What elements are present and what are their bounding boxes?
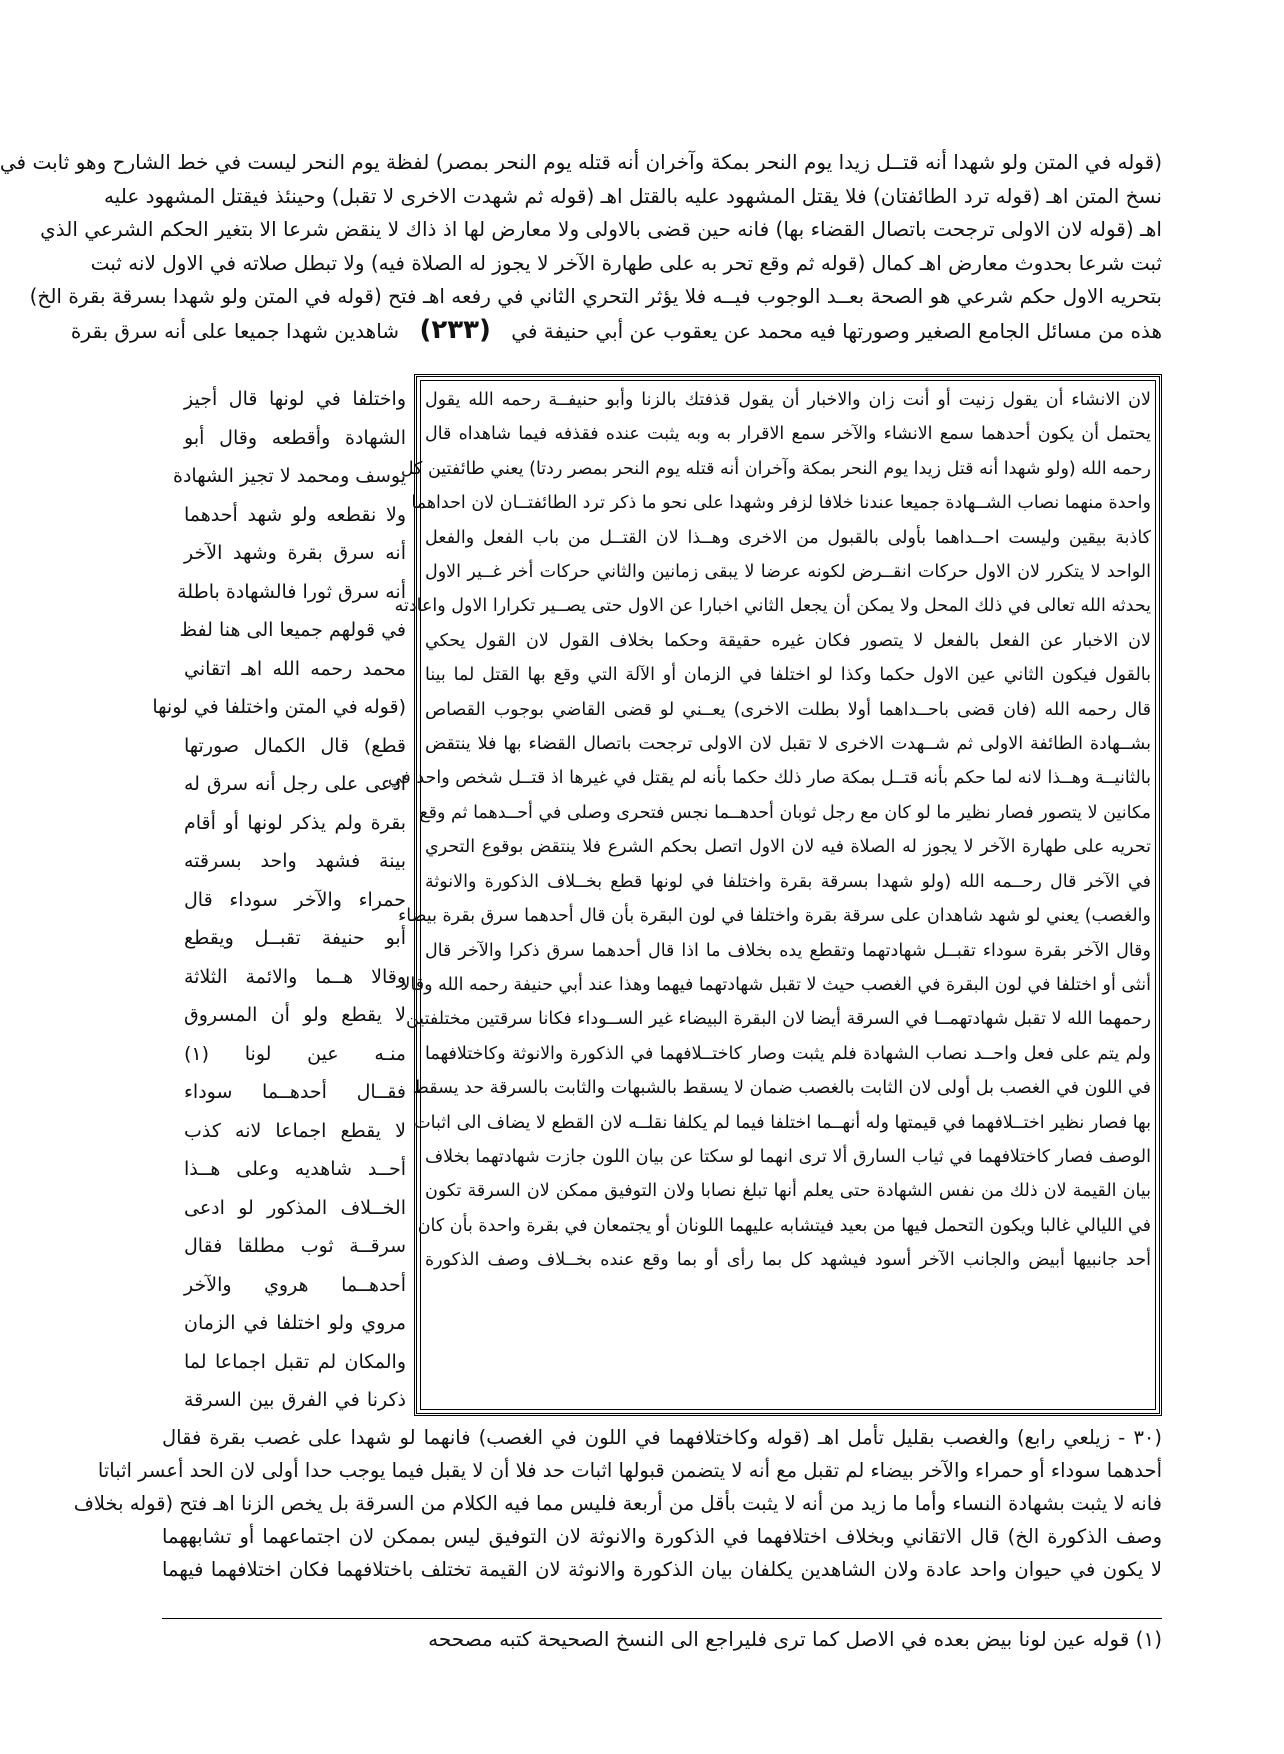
main-text-line: بشــهادة الطائفة الاولى ثم شــهدت الاخرى لا تقبل لان الاولى ترجحت باتصال القضاء بها فلا ينتقض <box>425 734 1151 755</box>
side-commentary-line: واختلفا في لونها قال أجيز <box>184 388 406 410</box>
commentary-line: ثبت شرعا بحدوث معارض اهـ كمال (قوله ثم وقع تحر به على طهارة الآخر لا يجوز له الصلاة فيه) ولا تبطل صلاته في الاول لانه ثبت <box>90 250 1162 275</box>
main-text-line: بها فصار نظير اختــلافهما في قيمتها وله أنهــما اختلفا فيما لم يكلفا نقلــه لان القطع لا يضاف الى اثبات <box>414 1112 1151 1133</box>
side-commentary-line: أنه سرق ثورا فالشهادة باطلة <box>177 580 406 603</box>
side-commentary-line: لا يقطع اجماعا لانه كذب <box>184 1119 406 1142</box>
main-text-line: ولم يتم على فعل واحــد نصاب الشهادة فلم يثبت وصار كاختــلافهما في الذكورة والانوثة وكاختلافهما <box>425 1043 1151 1064</box>
side-commentary-line: ولا نقطعه ولو شهد أحدهما <box>184 503 406 526</box>
commentary-line-right: هذه من مسائل الجامع الصغير وصورتها فيه محمد عن يعقوب عن أبي حنيفة في <box>511 318 1162 343</box>
main-text-line: مكانين لا يتصور فصار نظير ما لو كان مع رجل ثوبان أحدهــما نجس فتحرى وصلى في أحــدهما ثم وقع <box>419 802 1151 823</box>
page-number: (٢٣٣) <box>419 314 491 345</box>
bottom-commentary-line: (٣٠ - زيلعي رابع) والغصب بقليل تأمل اهـ (قوله وكاختلافهما في اللون في الغصب) فانهما لو شهدا على غصب بقرة فقال <box>162 1426 1162 1449</box>
bottom-commentary-line: فانه لا يثبت بشهادة النساء وأما ما زيد من أنه لا يثبت بأقل من أربعة فليس مما فيه الكلام من السرقة بل يخص الزنا اهـ فتح (قوله بخلاف <box>73 1492 1162 1515</box>
top-commentary <box>0 146 1162 348</box>
main-text <box>387 383 1151 1278</box>
bottom-commentary-line: لا يكون في حيوان واحد عادة ولان الشاهدين يكلفان بيان الذكورة والانوثة لان القيمة تختلف باختلافهما فكان اختلافهما فيهما <box>162 1558 1162 1581</box>
side-commentary-line: الشهادة وأقطعه وقال أبو <box>184 426 406 449</box>
side-commentary-line: أحدهــما هروي والآخر <box>184 1273 406 1296</box>
side-commentary-line: أبو حنيفة تقبــل ويقطع <box>184 927 406 949</box>
main-text-line: أحد جانبيها أبيض والجانب الآخر أسود فيشهد كل بما رأى أو بما وقع عنده بخــلاف وصف الذكورة <box>425 1250 1151 1271</box>
main-text-line: لان الانشاء أن يقول زنيت أو أنت زان والاخبار أن يقول قذفتك بالزنا وأبو حنيفــة رحمه الله يقول <box>425 390 1151 410</box>
side-commentary-line: بقرة ولم يذكر لونها أو أقام <box>184 811 406 834</box>
side-commentary-line: وقالا هــما والائمة الثلاثة <box>184 965 406 988</box>
side-commentary-line: بينة فشهد واحد بسرقته <box>184 850 406 872</box>
side-commentary-line: (قوله في المتن واختلفا في لونها <box>152 696 406 718</box>
side-commentary-line: والمكان لم تقبل اجماعا لما <box>184 1350 406 1373</box>
commentary-line-left: شاهدين شهدا جميعا على أنه سرق بقرة <box>70 318 400 343</box>
main-text-line: واحدة منهما نصاب الشــهادة جميعا عندنا خلافا لزفر وشهدا على نحو ما ذكر ترد الطائفتــان لان احداهما <box>411 493 1151 514</box>
main-text-line: بالقول فيكون الثاني عين الاول حكما وكذا لو اختلفا في الزمان أو الآلة التي وقع بها القتل لما بينا <box>425 665 1151 686</box>
side-commentary-line: يوسف ومحمد لا تجيز الشهادة <box>172 465 406 487</box>
side-commentary-line: أحــد شاهديه وعلى هــذا <box>184 1158 406 1180</box>
main-text-line: في الليالي غالبا ويكون التحمل فيها من بعيد فيتشابه عليهما اللونان أو يجتمعان في بقرة واحدة بأن كان <box>417 1215 1151 1236</box>
side-commentary-line: منـه عين لونا (١) <box>184 1042 406 1065</box>
side-commentary-line: لا يقطع ولو أن المسروق <box>184 1004 406 1026</box>
commentary-line: بتحريه الاول حكم شرعي هو الصحة بعــد الوجوب فيــه فلا يؤثر التحري الثاني في رفعه اهـ فتح (قوله في المتن ولو شهدا بسرقة بقرة الخ) <box>29 284 1162 308</box>
main-text-frame <box>387 374 1162 1416</box>
commentary-line: اهـ (قوله لان الاولى ترجحت باتصال القضاء بها) فانه حين قضى بالاولى ولا معارض لها اذ ذاك لا ينقض شرعا الا بتغير الحكم الشرعي الذي <box>40 217 1162 241</box>
main-text-line: رحمهما الله لا تقبل شهادتهمــا في السرقة أيضا لان البقرة البيضاء غير الســوداء فكانا سرقتين مختلفتين <box>405 1009 1151 1030</box>
main-text-line: كاذبة بيقين وليست احــداهما بأولى بالقبول من الاخرى وهــذا لان القتــل من باب الفعل والفعل <box>425 527 1151 548</box>
bottom-commentary-line: أحدهما سوداء أو حمراء والآخر بيضاء لم تقبل مع أنه لا يتضمن قبولها اثبات حد فلا أن لا يقبل فيما يوجب حدا أولى لان الحد أعسر اثباتا <box>97 1459 1162 1482</box>
side-commentary-line: مروي ولو اختلفا في الزمان <box>184 1312 406 1334</box>
main-text-line: في الآخر قال رحــمه الله (ولو شهدا بسرقة بقرة واختلفا في لونها قطع بخــلاف الذكورة والانوثة <box>425 871 1151 892</box>
main-text-line: بالثانيــة وهــذا لانه لما حكم بأنه قتــل بمكة صار ذلك حكما بأنه لم يقتل في غيرها اذ قتــل شخص واحد في <box>387 768 1151 789</box>
main-text-line: تحريه على طهارة الآخر لا يجوز له الصلاة فيه لان الاول اتصل بحكم الشرع فلا ينتقض بوقوع التحري <box>425 837 1151 858</box>
main-text-line: أنثى أو اختلفا في لون البقرة في الغصب حيث لا تقبل شهادتهما فيهما وهذا عند أبي حنيفة رحمه الله وقالا <box>400 974 1151 995</box>
side-commentary-line: فقــال أحدهــما سوداء <box>184 1081 406 1103</box>
side-commentary-line: حمراء والآخر سوداء قال <box>184 888 406 911</box>
main-text-line: وقال الآخر بقرة سوداء تقبــل شهادتهما وتقطع يده بخلاف ما اذا قال أحدهما سرق ذكرا والآخر قال <box>425 940 1151 961</box>
main-text-line: في اللون في الغصب بل أولى لان الثابت بالغصب ضمان لا يسقط بالشبهات والثابت بالسرقة حد يسقط <box>412 1078 1151 1099</box>
commentary-line: نسخ المتن اهـ (قوله ترد الطائفتان) فلا يقتل المشهود عليه بالقتل اهـ (قوله ثم شهدت الاخرى لا تقبل) وحينئذ فيقتل المشهود عليه <box>103 183 1162 208</box>
main-text-line: يحتمل أن يكون أحدهما سمع الانشاء والآخر سمع الاقرار به وبه يثبت عنده فقذفه فيما شاهداه قال <box>425 424 1151 445</box>
main-text-line: الواحد لا يتكرر لان الاول حركات انقــرض لكونه عرضا لا يبقى زمانين والثاني حركات أخر غــير الاول <box>425 562 1151 583</box>
side-commentary <box>152 380 406 1420</box>
side-commentary-line: قطع) قال الكمال صورتها <box>184 734 406 757</box>
main-text-line: والغصب) يعني لو شهد شاهدان على سرقة بقرة واختلفا في لون البقرة بأن قال أحدهما سرق بقرة بيضاء <box>398 906 1151 927</box>
main-text-line: يحدثه الله تعالى في ذلك المحل ولا يمكن أن يجعل الثاني اخبارا عن الاول حتى يصــير تكرارا الاول واعادته <box>394 596 1151 617</box>
footnote-divider <box>162 1618 1162 1619</box>
footnote: (١) قوله عين لونا بيض بعده في الاصل كما ترى فليراجع الى النسخ الصحيحة كتبه مصححه <box>428 1627 1162 1651</box>
main-text-line: رحمه الله (ولو شهدا أنه قتل زيدا يوم النحر بمكة وآخران أنه قتله يوم النحر بمصر ردتا) يعني طائفتين كل <box>400 458 1151 479</box>
bottom-commentary <box>73 1421 1162 1586</box>
commentary-line: (قوله في المتن ولو شهدا أنه قتــل زيدا يوم النحر بمكة وآخران أنه قتله يوم النحر بمصر) لفظة يوم النحر ليست في خط الشارح وهو ثابت في <box>0 150 1162 174</box>
side-commentary-line: أنه سرق بقرة وشهد الآخر <box>184 542 406 564</box>
side-commentary-line: الخــلاف المذكور لو ادعى <box>184 1196 406 1219</box>
main-text-line: بيان القيمة لان ذلك من نفس الشهادة حتى يعلم أنها تبلغ نصابا ولان التوفيق ممكن لان السرقة تكون <box>425 1181 1151 1202</box>
side-commentary-line: ذكرنا في الفرق بين السرقة <box>184 1389 406 1411</box>
bottom-commentary-line: وصف الذكورة الخ) قال الاتقاني وبخلاف اختلافهما في الذكورة والانوثة لان التوفيق ليس بممكن لان اجتماعهما أو تشابههما <box>162 1525 1162 1548</box>
commentary-line-with-page-number <box>70 314 1162 349</box>
side-commentary-line: في قولهم جميعا الى هنا لفظ <box>179 619 406 641</box>
side-commentary-line: ادعى على رجل أنه سرق له <box>184 773 406 795</box>
main-text-line: الوصف فصار كاختلافهما في ثياب السارق ألا ترى انهما لو سكتا عن بيان اللون جازت شهادتهما بخلاف <box>425 1146 1151 1167</box>
main-text-line: قال رحمه الله (فان قضى باحــداهما أولا بطلت الاخرى) يعــني لو قضى القاضي بوجوب القصاص <box>425 699 1151 720</box>
side-commentary-line: سرقــة ثوب مطلقا فقال <box>184 1235 406 1257</box>
side-commentary-line: محمد رحمه الله اهـ اتقاني <box>184 657 406 680</box>
main-text-line: لان الاخبار عن الفعل بالفعل لا يتصور فكان غيره حقيقة وحكما بخلاف القول لان القول يحكي <box>425 630 1151 651</box>
